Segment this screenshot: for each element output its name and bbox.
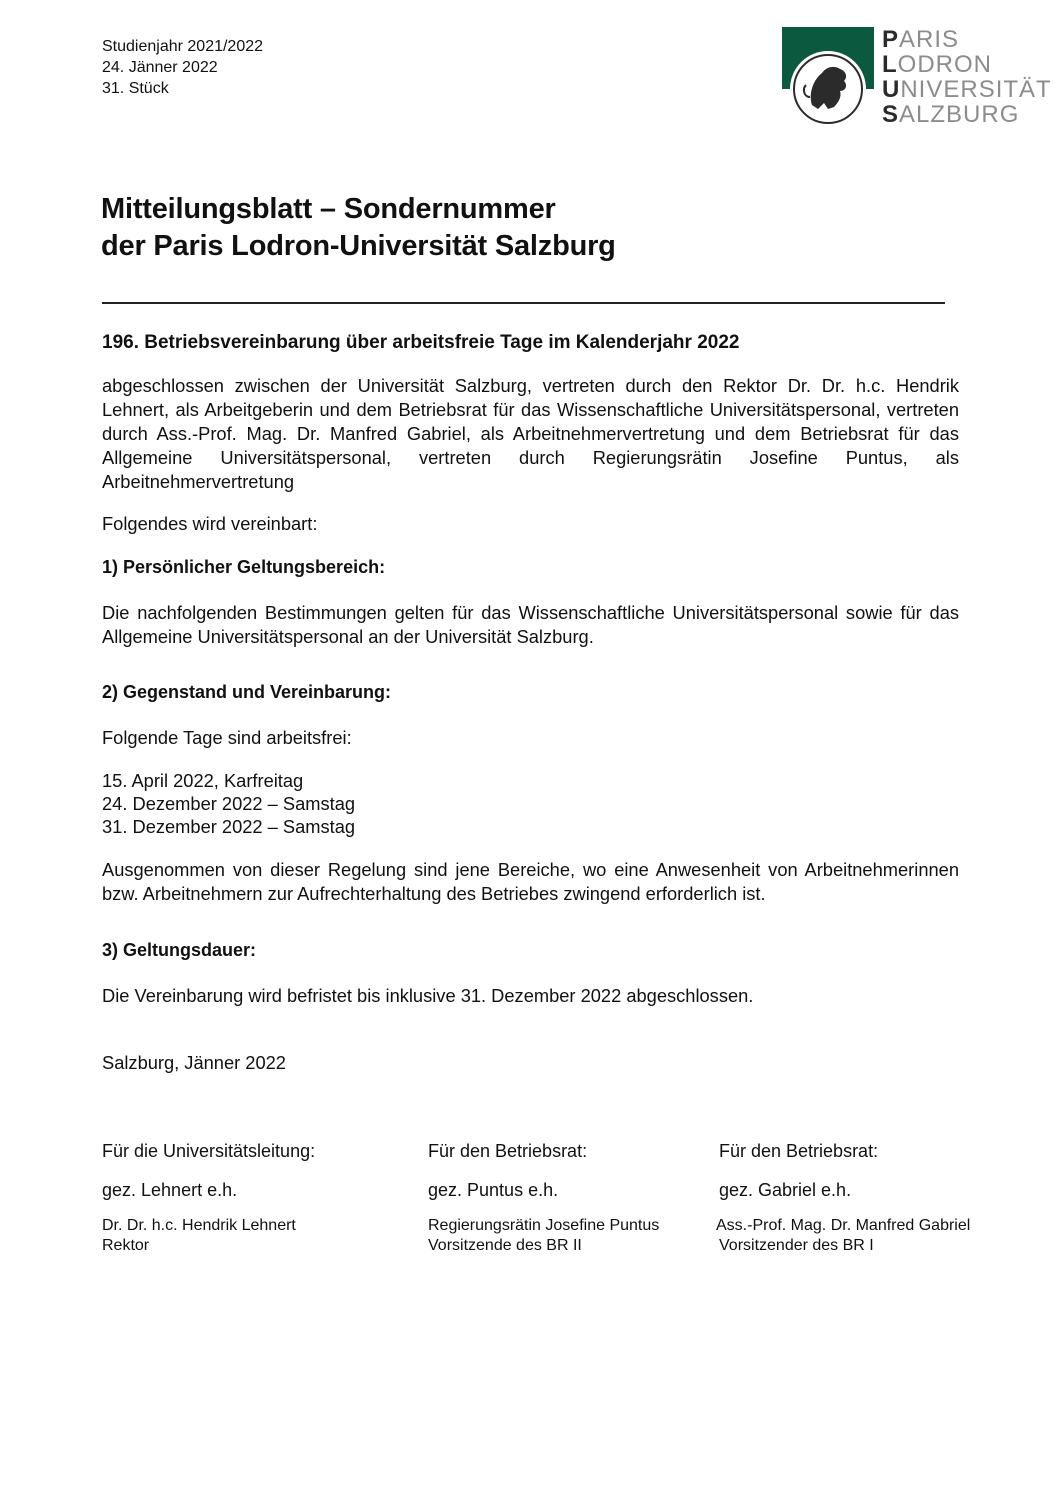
signature-for: Für die Universitätsleitung: xyxy=(102,1141,316,1161)
section-1-heading: 1) Persönlicher Geltungsbereich: xyxy=(102,557,386,577)
university-logo xyxy=(782,26,1052,128)
section-2-exception: Ausgenommen von dieser Regelung sind jene Bereiche, wo eine Anwesenheit von Arbeitnehmerinnen bzw. Arbeitnehmern zur Aufrechterhaltung des Betriebes zwingend erforderlich ist. xyxy=(102,859,959,904)
section-heading: 196. Betriebsvereinbarung über arbeitsfreie Tage im Kalenderjahr 2022 xyxy=(102,332,740,353)
signature-name: Dr. Dr. h.c. Hendrik Lehnert xyxy=(102,1217,296,1234)
signature-signed: gez. Lehnert e.h. xyxy=(102,1180,238,1200)
signature-block-br2 xyxy=(428,1141,659,1256)
title-divider xyxy=(102,302,945,304)
section-2-lead: Folgende Tage sind arbeitsfrei: xyxy=(102,727,352,748)
signature-block-rector xyxy=(102,1141,315,1256)
agreed-text: Folgendes wird vereinbart: xyxy=(102,513,318,534)
signature-name: Regierungsrätin Josefine Puntus xyxy=(428,1217,660,1234)
signature-signed: gez. Gabriel e.h. xyxy=(719,1180,852,1200)
free-days-list xyxy=(102,769,355,838)
signature-for: Für den Betriebsrat: xyxy=(719,1141,879,1161)
signature-name: Ass.-Prof. Mag. Dr. Manfred Gabriel xyxy=(716,1217,971,1234)
signature-role: Vorsitzender des BR I xyxy=(719,1237,874,1254)
free-day: 31. Dezember 2022 – Samstag xyxy=(102,816,356,837)
signature-role: Vorsitzende des BR II xyxy=(428,1237,582,1254)
section-1-text: Die nachfolgenden Bestimmungen gelten für das Wissenschaftliche Universitätspersonal sowie für das Allgemeine Universitätspersonal an der Universität Salzburg. xyxy=(102,602,959,647)
signature-for: Für den Betriebsrat: xyxy=(428,1141,588,1161)
signature-block-br1 xyxy=(716,1141,970,1256)
place-date: Salzburg, Jänner 2022 xyxy=(102,1052,286,1073)
section-3-text: Die Vereinbarung wird befristet bis inklusive 31. Dezember 2022 abgeschlossen. xyxy=(102,985,754,1006)
issue-date: 24. Jänner 2022 xyxy=(102,59,218,76)
signature-signed: gez. Puntus e.h. xyxy=(428,1180,559,1200)
page-title: Mitteilungsblatt – Sondernummer der Paris Lodron-Universität Salzburg xyxy=(101,193,616,262)
intro-paragraph: abgeschlossen zwischen der Universität Salzburg, vertreten durch den Rektor Dr. Dr. h.c. Hendrik Lehnert, als Arbeitgeberin und dem Betriebsrat für das Wissenschaftliche Universitätspersonal, vertreten durch Ass.-Prof. Mag. Dr. Manfred Gabriel, als Arbeitnehmervertretung und dem Betriebsrat für das Allgemeine Universitätspersonal, vertreten durch Regierungsrätin Josefine Puntus, als Arbeitnehmervertretung xyxy=(102,375,959,492)
free-day: 24. Dezember 2022 – Samstag xyxy=(102,793,356,814)
section-3-heading: 3) Geltungsdauer: xyxy=(102,940,257,960)
signature-role: Rektor xyxy=(102,1237,150,1254)
logo-wordmark: PARIS LODRON UNIVERSITÄT SALZBURG xyxy=(882,26,1052,128)
section-2-heading: 2) Gegenstand und Vereinbarung: xyxy=(102,682,392,702)
header-meta xyxy=(102,36,263,99)
academic-year: Studienjahr 2021/2022 xyxy=(102,38,264,55)
issue-number: 31. Stück xyxy=(102,80,169,97)
free-day: 15. April 2022, Karfreitag xyxy=(102,770,304,791)
lion-crest-icon xyxy=(782,27,874,127)
